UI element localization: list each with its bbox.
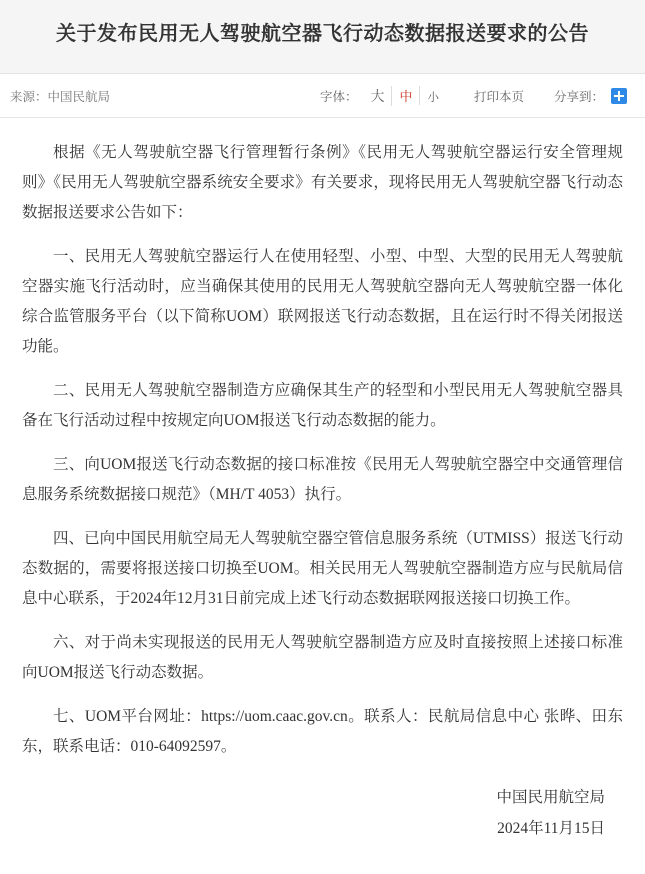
paragraph-1: 根据《无人驾驶航空器飞行管理暂行条例》《民用无人驾驶航空器运行安全管理规则》《民用无人驾驶航空器系统安全要求》有关要求，现将民用无人驾驶航空器飞行动态数据报送要求公告如下： (22, 144, 623, 221)
article-body (0, 118, 645, 874)
print-page-link[interactable]: 打印本页 (473, 89, 524, 104)
paragraph-6: 六、对于尚未实现报送的民用无人驾驶航空器制造方应及时直接按照上述接口标准向UOM报送飞行动态数据。 (22, 634, 623, 681)
signature-org: 中国民用航空局 (496, 789, 605, 806)
source-text: 来源：中国民航局 (10, 89, 111, 104)
font-size-small-option[interactable]: 小 (427, 91, 439, 104)
font-size-large-option[interactable]: 大 (363, 86, 392, 106)
share-group (554, 87, 627, 105)
share-plus-icon[interactable] (611, 88, 627, 104)
meta-bar (0, 74, 645, 118)
signature-date: 2024年11月15日 (497, 820, 605, 837)
signature-block (22, 782, 623, 844)
paragraph-4: 三、向UOM报送飞行动态数据的接口标准按《民用无人驾驶航空器空中交通管理信息服务系统数据接口规范》（MH/T 4053）执行。 (22, 456, 623, 503)
font-size-label: 字体： (319, 89, 358, 104)
font-size-controls (320, 86, 446, 106)
paragraph-7: 七、UOM平台网址：https://uom.caac.gov.cn。联系人：民航局信息中心 张晔、田东东，联系电话：010-64092597。 (22, 708, 623, 755)
font-size-medium-option[interactable]: 中 (392, 86, 420, 105)
paragraph-2: 一、民用无人驾驶航空器运行人在使用轻型、小型、中型、大型的民用无人驾驶航空器实施飞行活动时，应当确保其使用的民用无人驾驶航空器向无人驾驶航空器一体化综合监管服务平台（以下简称UOM）联网报送飞行动态数据，且在运行时不得关闭报送功能。 (22, 248, 623, 355)
paragraph-5: 四、已向中国民用航空局无人驾驶航空器空管信息服务系统（UTMISS）报送飞行动态数据的，需要将报送接口切换至UOM。相关民用无人驾驶航空器制造方应与民航局信息中心联系，于2024年12月31日前完成上述飞行动态数据联网报送接口切换工作。 (22, 530, 623, 607)
title-band (0, 0, 645, 74)
paragraph-3: 二、民用无人驾驶航空器制造方应确保其生产的轻型和小型民用无人驾驶航空器具备在飞行活动过程中按规定向UOM报送飞行动态数据的能力。 (22, 382, 623, 429)
page-title: 关于发布民用无人驾驶航空器飞行动态数据报送要求的公告 (56, 23, 589, 45)
share-label: 分享到： (553, 89, 604, 104)
